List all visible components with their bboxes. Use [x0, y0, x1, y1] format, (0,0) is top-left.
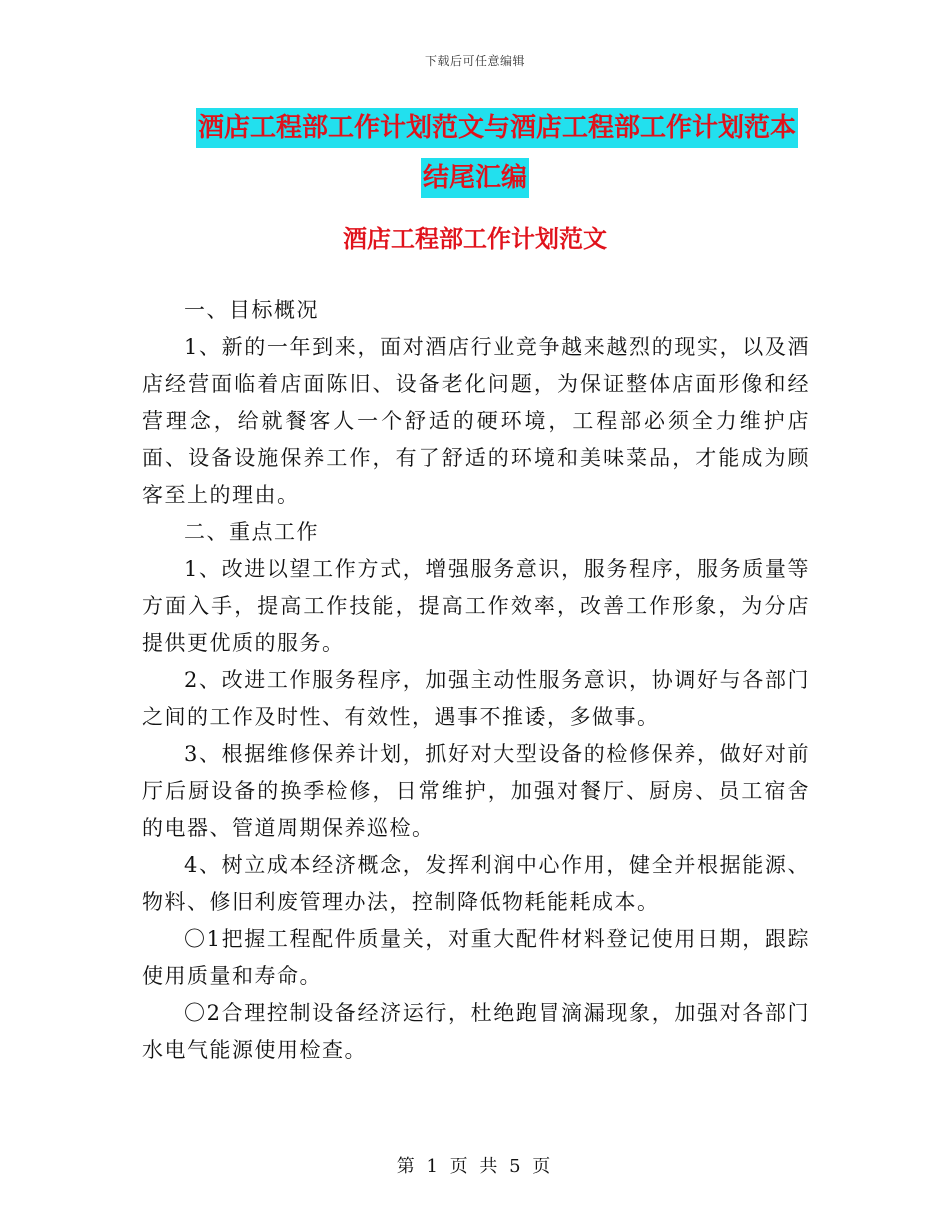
body-content	[142, 292, 810, 1069]
paragraph-key-work-1: 1、改进以望工作方式，增强服务意识，服务程序，服务质量等方面入手，提高工作技能，提高工作效率，改善工作形象，为分店提供更优质的服务。	[142, 557, 810, 655]
paragraph-sub-item-1: 〇1把握工程配件质量关，对重大配件材料登记使用日期，跟踪使用质量和寿命。	[142, 927, 810, 988]
heading-key-work: 二、重点工作	[184, 520, 319, 544]
paragraph-key-work-2: 2、改进工作服务程序，加强主动性服务意识，协调好与各部门之间的工作及时性、有效性，遇事不推诿，多做事。	[142, 668, 810, 729]
section-title: 酒店工程部工作计划范文	[343, 224, 607, 253]
document-title	[0, 108, 950, 198]
header-note: 下载后可任意编辑	[424, 54, 525, 68]
title-line-2: 结尾汇编	[421, 158, 529, 198]
page-number: 第 1 页 共 5 页	[396, 1156, 554, 1177]
heading-goals: 一、目标概况	[184, 298, 319, 322]
title-line-1: 酒店工程部工作计划范文与酒店工程部工作计划范本	[196, 108, 798, 148]
paragraph-key-work-4: 4、树立成本经济概念，发挥利润中心作用，健全并根据能源、物料、修旧利废管理办法，控制降低物耗能耗成本。	[142, 853, 810, 914]
paragraph-goals-1: 1、新的一年到来，面对酒店行业竞争越来越烈的现实，以及酒店经营面临着店面陈旧、设备老化问题，为保证整体店面形像和经营理念，给就餐客人一个舒适的硬环境，工程部必须全力维护店面、设备设施保养工作，有了舒适的环境和美味菜品，才能成为顾客至上的理由。	[142, 335, 810, 507]
paragraph-key-work-3: 3、根据维修保养计划，抓好对大型设备的检修保养，做好对前厅后厨设备的换季检修，日常维护，加强对餐厅、厨房、员工宿舍的电器、管道周期保养巡检。	[142, 742, 810, 840]
paragraph-sub-item-2: 〇2合理控制设备经济运行，杜绝跑冒滴漏现象，加强对各部门水电气能源使用检查。	[142, 1001, 810, 1062]
